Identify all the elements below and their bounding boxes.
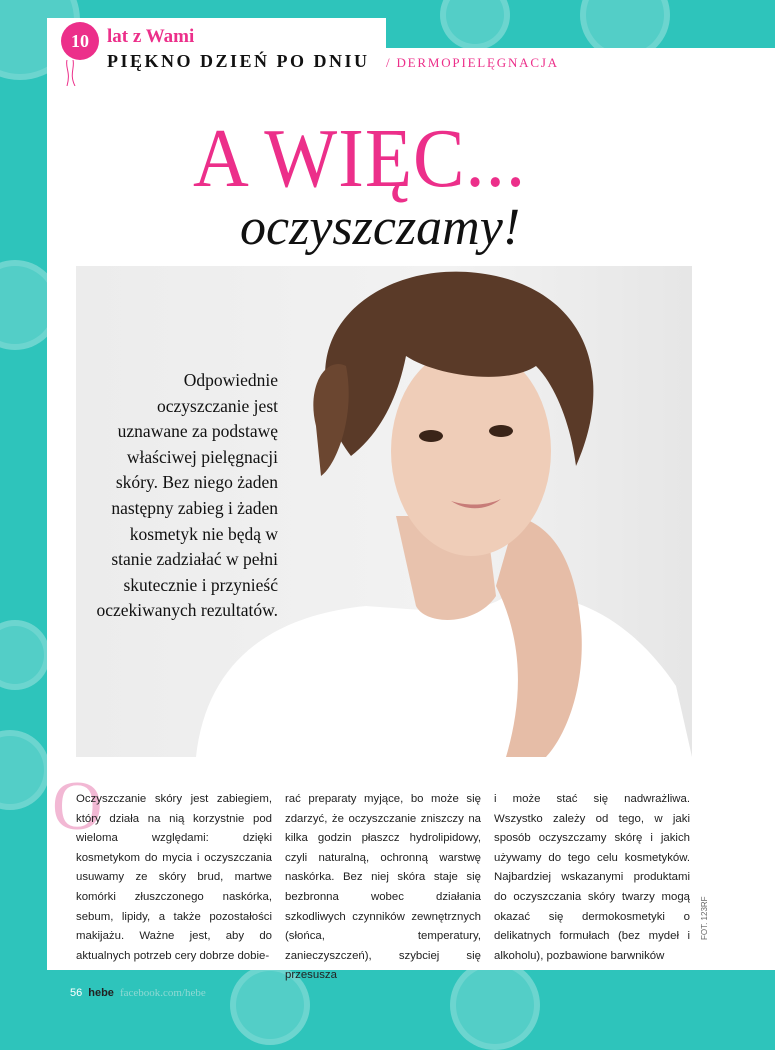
bg-bubble [440, 0, 510, 50]
brand-logo: hebe [88, 987, 114, 999]
bg-bubble [0, 730, 50, 810]
page-number: 56 [70, 987, 83, 999]
section-subtitle: / DERMOPIELĘGNACJA [386, 55, 559, 70]
balloon-string-icon [63, 60, 83, 86]
article-column-3: i może stać się nadwrażliwa. Wszystko zależy od tego, w jaki sposób oczyszczamy skórę i jakich używamy do tego celu kosmetyków. Najbardziej wskazanymi produktami do oczyszczania skóry twarzy mogą okazać się dermokosmetyki o delikatnych formułach (bez mydeł i alkoholu), pozbawione barwników [494, 793, 690, 962]
article-headline: A WIĘC... [193, 112, 527, 205]
photo-credit: FOT. 123RF [700, 896, 709, 940]
footer-site-link[interactable]: facebook.com/hebe [119, 987, 206, 999]
article-subheadline: oczyszczamy! [240, 199, 521, 256]
section-title: PIĘKNO DZIEŃ PO DNIU [107, 51, 370, 71]
article-column-1: Oczyszczanie skóry jest zabiegiem, który działa na nią korzystnie pod wieloma względami: dzięki kosmetykom do mycia i oczyszczania usuwamy ze skóry brud, martwe komórki złuszczonego naskórka, sebum, lipidy, a także pozostałości makijażu. Ważne jest, aby do aktualnych potrzeb cery dobrze dobie- [76, 793, 272, 962]
article-lede: Odpowiednie oczyszczanie jest uznawane za podstawę właściwej pielęgnacji skóry. Bez niego żaden następny zabieg i żaden kosmetyk nie będą w stanie zadziałać w pełni skutecznie i przynieść oczekiwanych rezultatów. [96, 370, 278, 621]
anniversary-badge: 10 [61, 22, 99, 60]
article-column-2: rać preparaty myjące, bo może się zdarzyć, że oczyszczanie zniszczy na kilka godzin płaszcz hydrolipidowy, czyli naturalną, ochronną warstwę naskórka. Bez niej skóra staje się bezbronna wobec działania szkodliwych czynników zewnętrznych (słońca, temperatury, zanieczyszczeń), szybciej się przesusza [285, 793, 481, 982]
drop-cap: O [52, 768, 103, 845]
bg-bubble [0, 620, 50, 690]
page-footer [70, 987, 206, 999]
anniversary-tagline: lat z Wami [107, 26, 195, 47]
